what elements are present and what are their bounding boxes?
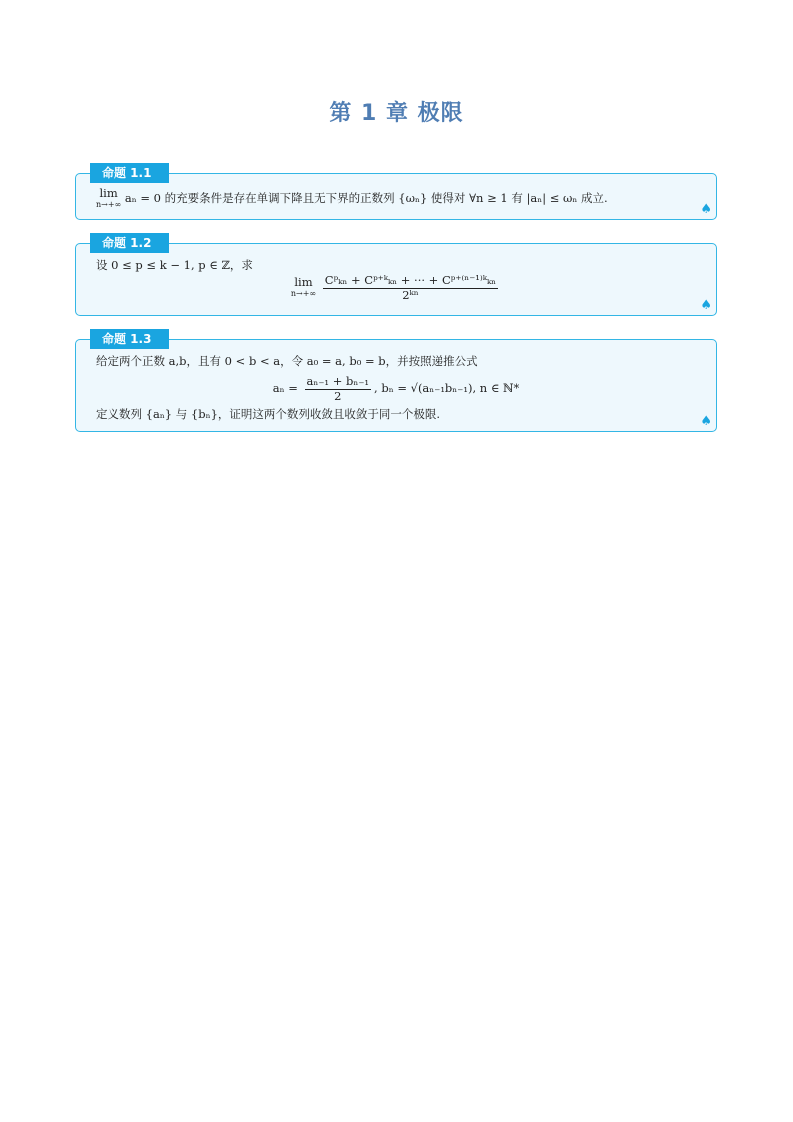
spade-icon: ♠ — [700, 414, 712, 429]
chapter-title: 第 1 章 极限 — [329, 101, 464, 126]
fraction-numerator: Cᵖₖₙ + Cᵖ⁺ᵏₖₙ + ··· + Cᵖ⁺⁽ⁿ⁻¹⁾ᵏₖₙ — [324, 273, 497, 287]
statement-text: aₙ = 0 的充要条件是存在单调下降且无下界的正数列 {ωₙ} 使得对 ∀n ≥ 1 有 |aₙ| ≤ ωₙ 成立. — [121, 191, 608, 205]
limit-operator: lim n→+∞ — [290, 275, 317, 298]
proposition-statement: 给定两个正数 a,b，且有 0 < b < a，令 a₀ = a, b₀ = b，并按照递推公式 — [96, 354, 478, 368]
proposition-tag: 命题 1.1 — [90, 163, 163, 183]
fraction-denominator: 2 — [334, 389, 342, 403]
fraction — [323, 274, 498, 302]
proposition-statement — [96, 188, 608, 210]
formula-lhs: aₙ = — [272, 381, 298, 395]
proposition-tag: 命题 1.3 — [90, 329, 163, 349]
fraction — [305, 375, 371, 403]
formula-rhs: , bₙ = √(aₙ₋₁bₙ₋₁), n ∈ ℕ* — [374, 381, 520, 395]
proposition-statement: 设 0 ≤ p ≤ k − 1, p ∈ ℤ，求 — [96, 258, 253, 272]
fraction-denominator: 2ᵏⁿ — [402, 288, 419, 302]
limit-operator: lim n→+∞ — [96, 186, 122, 209]
proposition-box-1-1 — [75, 166, 717, 220]
spade-icon: ♠ — [700, 298, 712, 313]
proposition-tag: 命题 1.2 — [90, 233, 163, 253]
limit-formula — [76, 274, 716, 302]
proposition-conclusion: 定义数列 {aₙ} 与 {bₙ}，证明这两个数列收敛且收敛于同一个极限. — [96, 407, 441, 421]
proposition-box-1-3 — [75, 332, 717, 432]
proposition-box-1-2 — [75, 236, 717, 316]
fraction-numerator: aₙ₋₁ + bₙ₋₁ — [306, 374, 370, 388]
spade-icon: ♠ — [700, 202, 712, 217]
recurrence-formula — [76, 375, 716, 403]
